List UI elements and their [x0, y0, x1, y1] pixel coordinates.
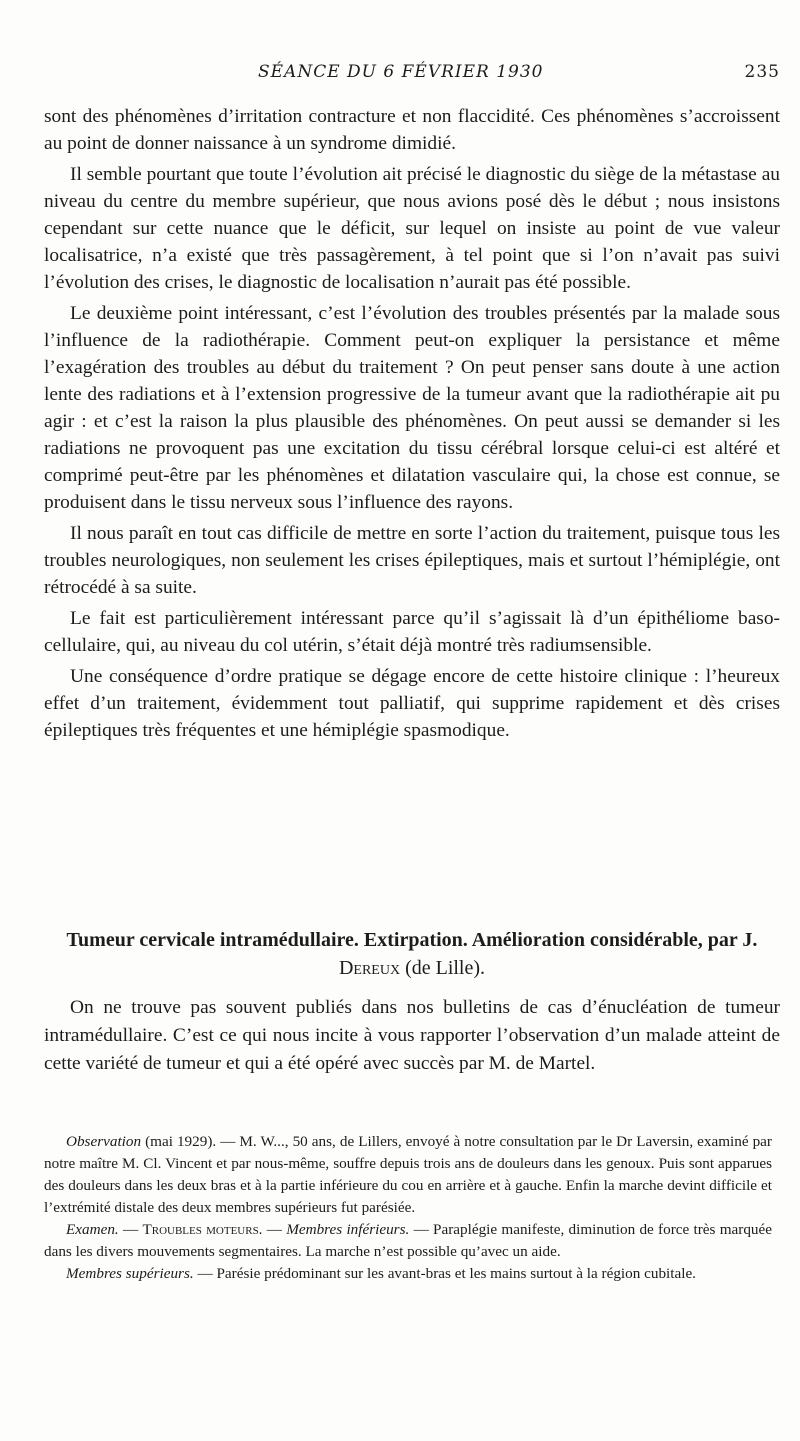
examen-paragraph: [44, 1219, 772, 1263]
observation-paragraph: [44, 1131, 772, 1219]
paragraph: Il semble pourtant que toute l’évolution ait précisé le diagnostic du siège de la métastase au niveau du centre du membre supérieur, que nous avions posé dès le début ; nous insistons cependant sur cette nuance que le déficit, sur lequel on insiste au point de vue valeur localisatrice, n’a existé que très passagèrement, à tel point que si l’on n’avait pas suivi l’évolution des crises, le diagnostic de localisation n’aurait pas été possible.: [44, 164, 780, 293]
previous-article-text: [44, 103, 780, 744]
running-header: [0, 62, 800, 86]
membres-superieurs-label: Membres supérieurs.: [66, 1265, 194, 1282]
paragraph: Le fait est particulièrement intéressant parce qu’il s’agissait là d’un épithéliome baso-cellulaire, qui, au niveau du col utérin, s’était déjà montré très radiumsensible.: [44, 608, 780, 656]
article-intro: On ne trouve pas souvent publiés dans nos bulletins de cas d’énucléation de tumeur intramédullaire. C’est ce qui nous incite à vous rapporter l’observation d’un malade atteint de cette variété de tumeur et qui a été opéré avec succès par M. de Martel.: [44, 997, 780, 1074]
observation-text: (mai 1929). — M. W..., 50 ans, de Lillers, envoyé à notre consultation par le Dr Laversin, examiné par notre maître M. Cl. Vincent et par nous-même, souffre depuis trois ans de douleurs dans les genoux. Puis sont apparues des douleurs dans les deux bras et à la partie inférieure du cou en arrière et à gauche. Enfin la marche devint difficile et l’extrémité distale des deux membres supérieurs fut parésiée.: [44, 1133, 772, 1216]
examen-text: — Paraplégie manifeste, diminution de force très marquée dans les divers mouvements segmentaires. La marche n’est possible qu’avec un aide.: [44, 1221, 773, 1260]
troubles-moteurs-label: Troubles moteurs.: [142, 1221, 263, 1238]
author-affiliation: (de Lille).: [405, 957, 486, 979]
article-title: Tumeur cervicale intramédullaire. Extirpation. Amélioration considérable: [66, 929, 698, 951]
paragraph: sont des phénomènes d’irritation contracture et non flaccidité. Ces phénomènes s’accroissent au point de donner naissance à un syndrome dimidié.: [44, 106, 780, 154]
page-number: 235: [744, 62, 780, 82]
membres-superieurs-text: — Parésie prédominant sur les avant-bras et les mains surtout à la région cubitale.: [193, 1265, 696, 1282]
dash: —: [262, 1221, 287, 1238]
running-title: SÉANCE DU 6 FÉVRIER 1930: [258, 62, 544, 82]
paragraph: Le deuxième point intéressant, c’est l’évolution des troubles présentés par la malade sous l’influence de la radiothérapie. Comment peut-on expliquer la persistance et même l’exagération des troubles au début du traitement ? On peut penser sans doute à une action lente des radiations et à l’extension progressive de la tumeur avant que la radiothérapie ait pu agir : et c’est la raison la plus plausible des phénomènes. On peut aussi se demander si les radiations ne provoquent pas une excitation du tissu cérébral lorsque celui-ci est altéré et comprimé peut-être par les phénomènes et dilatation vasculaire qui, la chose est connue, se produisent dans le tissu nerveux sous l’influence des rayons.: [44, 303, 780, 513]
author-name: Dereux: [338, 957, 401, 979]
membres-inferieurs-label: Membres inférieurs.: [286, 1221, 410, 1238]
paragraph: Il nous paraît en tout cas difficile de mettre en sorte l’action du traitement, puisque tous les troubles neurologiques, non seulement les crises épileptiques, mais et surtout l’hémiplégie, ont rétrocédé à sa suite.: [44, 523, 780, 598]
paragraph: Une conséquence d’ordre pratique se dégage encore de cette histoire clinique : l’heureux effet d’un traitement, évidemment tout palliatif, qui supprime rapidement et dès crises épileptiques très fréquentes et une hémiplégie spasmodique.: [44, 666, 780, 741]
membres-superieurs-paragraph: [44, 1263, 772, 1285]
observation-section: [44, 1131, 772, 1285]
observation-lead: Observation: [66, 1133, 142, 1150]
article-heading: [44, 926, 780, 982]
examen-lead: Examen.: [66, 1221, 119, 1238]
dash: —: [118, 1221, 143, 1238]
author-prefix: , par J.: [697, 929, 758, 951]
